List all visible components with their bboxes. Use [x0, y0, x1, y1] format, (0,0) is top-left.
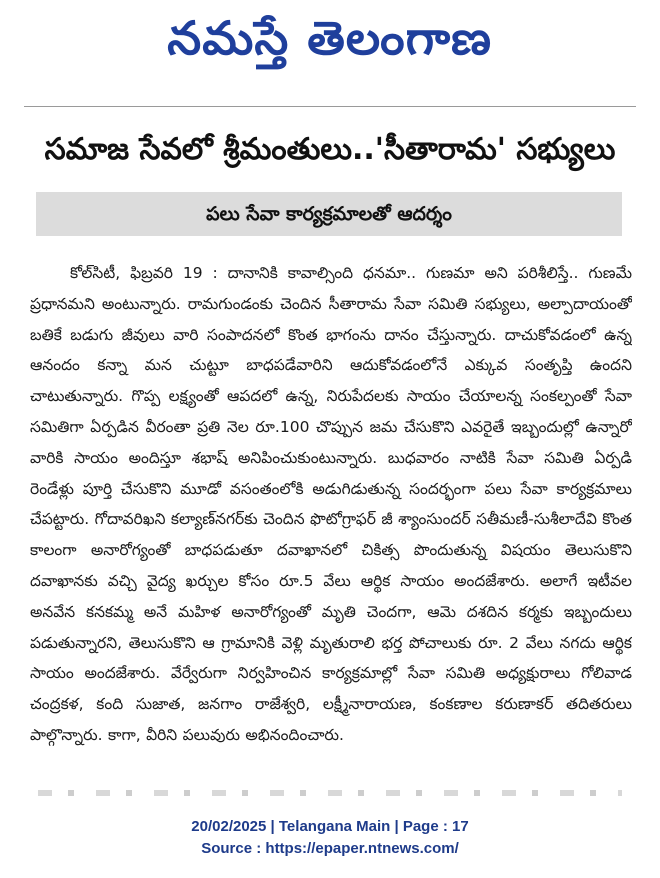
scan-artifact-divider — [38, 790, 622, 796]
masthead-divider — [24, 106, 636, 107]
article-headline: సమాజ సేవలో శ్రీమంతులు..'సీతారామ' సభ్యులు — [44, 132, 616, 167]
article-subheadline: పలు సేవా కార్యక్రమాలతో ఆదర్శం — [206, 203, 452, 225]
masthead — [0, 0, 660, 80]
footer-source: Source : https://epaper.ntnews.com/ — [201, 840, 459, 857]
footer-date-edition-page: 20/02/2025 | Telangana Main | Page : 17 — [191, 818, 469, 835]
subheadline-box — [36, 192, 622, 236]
article-body: కోల్‌సిటీ, ఫిబ్రవరి 19 : దానానికి కావాల్సింది ధనమా.. గుణమా అని పరిశీలిస్తే.. గుణమే ప్రధానమని అంటున్నారు. రామగుండంకు చెందిన సీతారామ సేవా సమితి సభ్యులు, అల్పాదాయంతో బతికే బడుగు జీవులు వారి సంపాదనలో కొంత భాగంను దానం చేస్తున్నారు. దాచుకోవడంలో ఉన్న ఆనందం కన్నా మన చుట్టూ బాధపడేవారిని ఆదుకోవడంలోనే ఎక్కువ సంతృప్తి ఉందని చాటుతున్నారు. గొప్ప లక్ష్యంతో ఆపదలో ఉన్న, నిరుపేదలకు సాయం చేయాలన్న సంకల్పంతో సేవా సమితిగా ఏర్పడిన వీరంతా ప్రతి నెల రూ.100 చొప్పున జమ చేసుకొని ఎవరైతే ఇబ్బందుల్లో ఉన్నారో వారికి సాయం అందిస్తూ శభాష్ అనిపించుకుంటున్నారు. బుధవారం నాటికి సేవా సమితి ఏర్పడి రెండేళ్లు పూర్తి చేసుకొని మూడో వసంతంలోకి అడుగిడుతున్న సందర్భంగా పలు సేవా కార్యక్రమాలు చేపట్టారు. గోదావరిఖని కల్యాణ్‌నగర్‌కు చెందిన ఫొటోగ్రాఫర్ జీ శ్యాంసుందర్ సతీమణీ-సుశీలాదేవి కొంత కాలంగా అనారోగ్యంతో బాధపడుతూ దవాఖానలో చికిత్స పొందుతున్న విషయం తెలుసుకొని దవాఖానకు వచ్చి వైద్య ఖర్చుల కోసం రూ.5 వేలు ఆర్థిక సాయం అందజేశారు. అలాగే ఇటీవల అనవేన కనకమ్మ అనే మహిళ అనారోగ్యంతో మృతి చెందగా, ఆమె దశదిన కర్మకు ఇబ్బందులు పడుతున్నారని, తెలుసుకొని ఆ గ్రామానికి వెళ్లి మృతురాలి భర్త పోచాలుకు రూ. 2 వేలు నగదు ఆర్థిక సాయం అందజేశారు. వేర్వేరుగా నిర్వహించిన కార్యక్రమాల్లో సేవా సమితి అధ్యక్షురాలు గోలివాడ చంద్రకళ, కంది సుజాత, జనగాం రాజేశ్వరి, లక్ష్మీనారాయణ, కంకణాల కరుణాకర్ తదితరులు పాల్గొన్నారు. కాగా, వీరిని పలువురు అభినందించారు. — [30, 264, 632, 744]
newspaper-logo: నమస్తే తెలంగాణ — [167, 11, 493, 65]
footer — [0, 816, 660, 860]
